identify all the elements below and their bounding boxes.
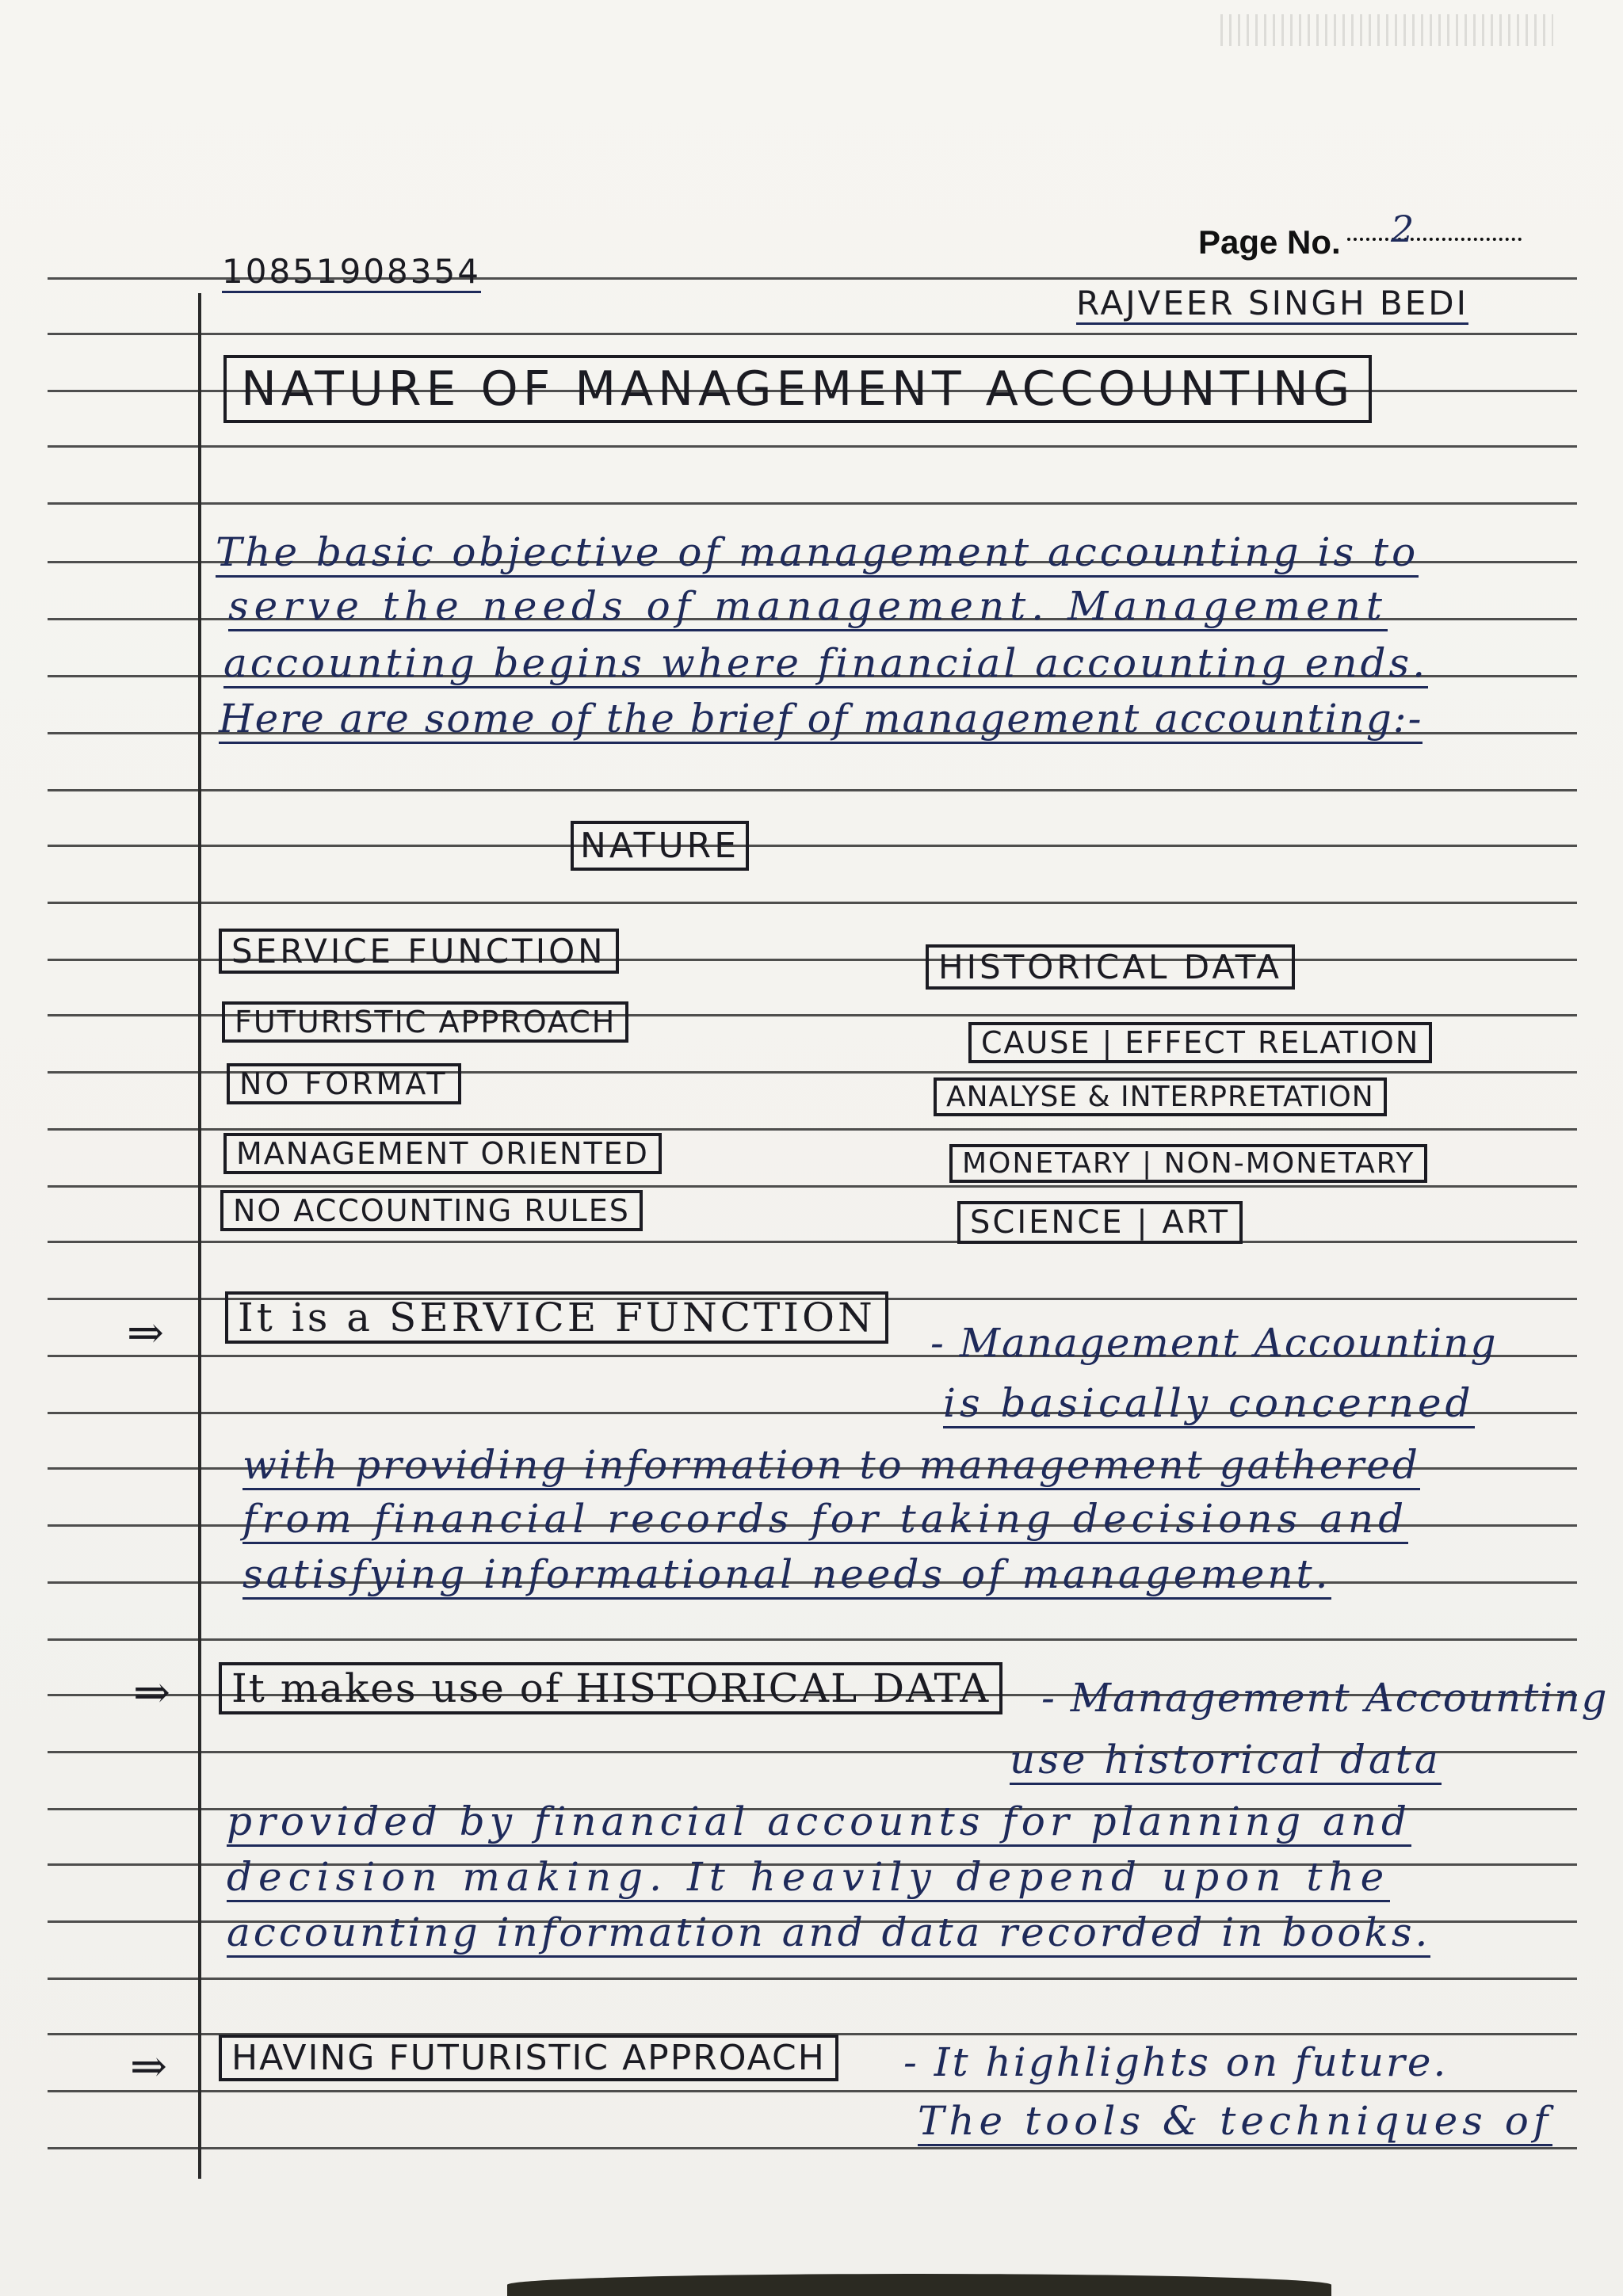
- ruled-line: [48, 1185, 1577, 1188]
- page-number: 2: [1391, 208, 1415, 250]
- id-number: 10851908354: [222, 252, 481, 293]
- point-heading: It is a SERVICE FUNCTION: [225, 1291, 888, 1344]
- point-line: satisfying informational needs of management.: [242, 1551, 1331, 1600]
- ruled-line: [48, 902, 1577, 904]
- nature-item-right: CAUSE | EFFECT RELATION: [968, 1022, 1432, 1063]
- page-number-dots: [1347, 238, 1522, 241]
- ruled-line: [48, 1241, 1577, 1243]
- nature-item-left: FUTURISTIC APPROACH: [222, 1001, 628, 1043]
- intro-line: accounting begins where financial accounting ends.: [223, 640, 1428, 688]
- nature-item-left: SERVICE FUNCTION: [219, 929, 619, 974]
- page-title: NATURE OF MANAGEMENT ACCOUNTING: [223, 355, 1372, 423]
- point-heading: HAVING FUTURISTIC APPROACH: [219, 2035, 838, 2081]
- point-line: use historical data: [1010, 1737, 1442, 1785]
- author-name: RAJVEER SINGH BEDI: [1076, 284, 1468, 325]
- ruled-line: [48, 1978, 1577, 1980]
- ruled-line: [48, 1638, 1577, 1641]
- ruled-line: [48, 789, 1577, 791]
- nature-item-left: NO ACCOUNTING RULES: [220, 1190, 643, 1231]
- point-line: The tools & techniques of: [918, 2098, 1552, 2146]
- margin-line: [198, 293, 201, 2179]
- point-lead: - Management Accounting: [1041, 1675, 1609, 1721]
- ruled-line: [48, 1128, 1577, 1131]
- nature-item-right: MONETARY | NON-MONETARY: [949, 1144, 1427, 1183]
- arrow-icon: ⇒: [127, 1307, 164, 1359]
- point-heading: It makes use of HISTORICAL DATA: [219, 1662, 1002, 1714]
- point-lead: - Management Accounting: [930, 1320, 1498, 1366]
- point-line: provided by financial accounts for planning and: [227, 1798, 1411, 1847]
- point-lead: - It highlights on future.: [903, 2039, 1449, 2085]
- binding-shadow: [507, 2274, 1331, 2296]
- intro-line: serve the needs of management. Management: [228, 583, 1388, 631]
- ruled-line: [48, 502, 1577, 505]
- ruled-line: [48, 333, 1577, 335]
- arrow-icon: ⇒: [133, 1667, 170, 1718]
- ruled-line: [48, 845, 1577, 847]
- nature-item-right: HISTORICAL DATA: [926, 944, 1295, 990]
- arrow-icon: ⇒: [130, 2041, 167, 2092]
- nature-item-right: ANALYSE & INTERPRETATION: [934, 1077, 1387, 1116]
- point-line: with providing information to management gathered: [242, 1442, 1420, 1490]
- nature-heading: NATURE: [571, 821, 749, 871]
- intro-line: The basic objective of management accounting is to: [216, 529, 1419, 578]
- point-line: is basically concerned: [943, 1380, 1475, 1428]
- nature-item-left: MANAGEMENT ORIENTED: [223, 1133, 662, 1174]
- nature-item-right: SCIENCE | ART: [957, 1201, 1243, 1244]
- ruled-line: [48, 445, 1577, 448]
- page-number-label: Page No.: [1198, 223, 1341, 261]
- intro-line: Here are some of the brief of management accounting:-: [219, 696, 1423, 744]
- point-line: decision making. It heavily depend upon the: [227, 1854, 1390, 1902]
- nature-item-left: NO FORMAT: [227, 1063, 461, 1104]
- ruled-line: [48, 2147, 1577, 2149]
- scan-noise: [1220, 14, 1553, 46]
- point-line: accounting information and data recorded in books.: [227, 1909, 1430, 1958]
- ruled-line: [48, 2090, 1577, 2092]
- point-line: from financial records for taking decisions and: [242, 1496, 1408, 1544]
